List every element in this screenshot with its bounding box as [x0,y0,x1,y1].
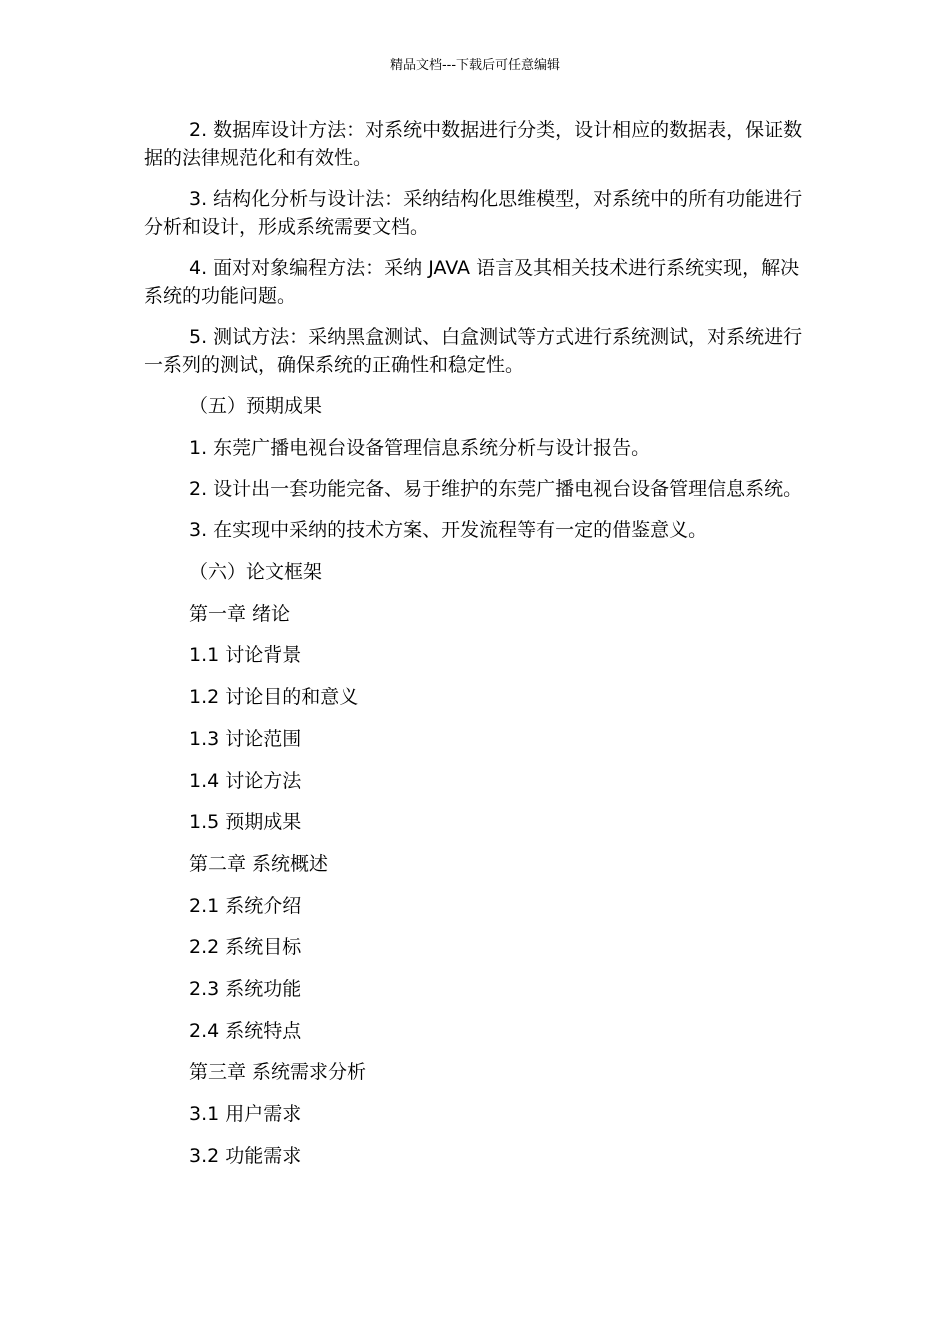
outline-item: 1.2 讨论目的和意义 [189,686,359,709]
section-heading-thesis-outline: （六）论文框架 [189,561,323,584]
outline-item: 3.2 功能需求 [189,1144,302,1167]
outline-item: 3.1 用户需求 [189,1103,302,1125]
paragraph-result-1: 1. 东莞广播电视台设备管理信息系统分析与设计报告。 [189,436,651,459]
paragraph-method-database: 2. 数据库设计方法：对系统中数据进行分类，设计相应的数据表，保证数据的法律规范化和有效性。 [144,119,803,169]
page-header: 精品文档---下载后可任意编辑 [389,58,561,73]
outline-chapter-1: 第一章 绪论 [189,602,291,625]
outline-chapter-2: 第二章 系统概述 [189,852,329,875]
paragraph-method-testing: 5. 测试方法：采纳黑盒测试、白盒测试等方式进行系统测试，对系统进行一系列的测试，确保系统的正确性和稳定性。 [144,326,803,376]
outline-item: 2.2 系统目标 [189,936,302,959]
outline-item: 1.1 讨论背景 [189,644,302,667]
paragraph-result-3: 3. 在实现中采纳的技术方案、开发流程等有一定的借鉴意义。 [189,519,708,542]
outline-item: 1.4 讨论方法 [189,769,302,792]
paragraph-method-structured: 3. 结构化分析与设计法：采纳结构化思维模型，对系统中的所有功能进行分析和设计，形成系统需要文档。 [144,188,803,238]
document-body [144,116,804,1183]
paragraph-result-2: 2. 设计出一套功能完备、易于维护的东莞广播电视台设备管理信息系统。 [189,478,803,501]
outline-item: 1.3 讨论范围 [189,727,302,750]
outline-item: 1.5 预期成果 [189,811,302,834]
outline-item: 2.3 系统功能 [189,977,302,1000]
paragraph-method-oop: 4. 面对对象编程方法：采纳 JAVA 语言及其相关技术进行系统实现，解决系统的功能问题。 [144,257,800,307]
outline-item: 2.4 系统特点 [189,1019,302,1042]
outline-chapter-3: 第三章 系统需求分析 [189,1061,367,1084]
outline-item: 2.1 系统介绍 [189,894,302,917]
section-heading-expected-results: （五）预期成果 [189,395,323,417]
